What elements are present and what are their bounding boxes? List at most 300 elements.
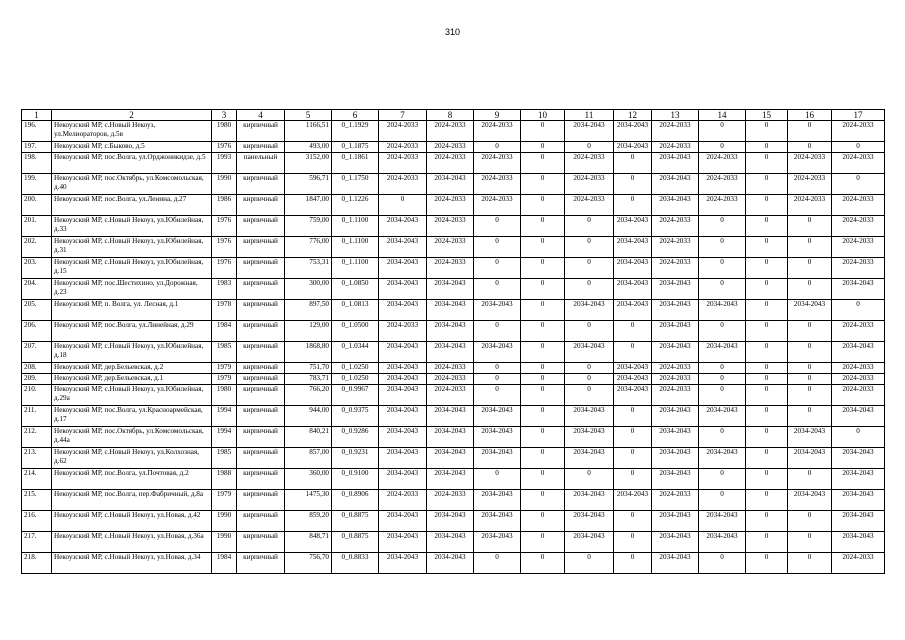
table-cell: кирпичный [237,363,285,374]
table-cell: 0 [746,142,788,153]
table-cell: 2034-2043 [427,406,474,427]
column-header: 7 [379,110,427,121]
table-cell: 1993 [212,153,237,174]
table-cell: 0 [565,374,614,385]
table-cell: 0 [565,553,614,574]
table-cell: 0 [565,258,614,279]
table-cell: 2034-2043 [699,532,746,553]
table-cell: кирпичный [237,469,285,490]
table-row [22,490,885,511]
table-cell: 0 [474,374,521,385]
table-cell: 2034-2043 [614,363,652,374]
table-cell: 783,71 [285,374,332,385]
table-cell: 2024-2033 [379,142,427,153]
table-cell: 215. [22,490,52,511]
column-header: 15 [746,110,788,121]
table-cell: 0 [521,279,565,300]
table-cell: 0 [521,121,565,142]
table-cell: 0_1.1861 [332,153,379,174]
table-cell: 1984 [212,321,237,342]
table-cell: 2024-2033 [427,490,474,511]
table-cell: 2024-2033 [699,195,746,216]
address-cell: Некоузский МР, с.Новый Некоуз, ул.Юбилейная, д.18 [52,342,212,363]
table-cell: 218. [22,553,52,574]
table-cell: 0 [788,321,832,342]
address-cell: Некоузский МР, пос.Волга, ул.Линейная, д.29 [52,321,212,342]
table-cell: 0 [614,174,652,195]
table-cell: 2034-2043 [474,511,521,532]
table-cell: 0 [521,490,565,511]
table-cell: 2034-2043 [652,532,699,553]
table-cell: 0_0.8875 [332,511,379,532]
table-cell: 0 [565,363,614,374]
table-cell: 0 [474,216,521,237]
table-cell: 0_1.1100 [332,237,379,258]
table-cell: 2024-2033 [474,153,521,174]
table-cell: 2034-2043 [427,469,474,490]
table-cell: 0 [746,385,788,406]
table-cell: 0 [788,553,832,574]
table-cell: 2034-2043 [427,321,474,342]
column-header: 13 [652,110,699,121]
table-cell: 0 [614,511,652,532]
table-cell: 200. [22,195,52,216]
table-cell: 2024-2033 [427,237,474,258]
table-cell: 2024-2033 [788,195,832,216]
table-cell: 0 [788,406,832,427]
table-cell: 0 [832,142,885,153]
table-cell: 2024-2033 [379,490,427,511]
table-cell: 300,00 [285,279,332,300]
table-cell: 1990 [212,174,237,195]
table-cell: 0_1.0250 [332,363,379,374]
table-cell: кирпичный [237,448,285,469]
table-cell: 2034-2043 [379,532,427,553]
table-cell: 2034-2043 [565,511,614,532]
table-cell: 0 [474,553,521,574]
table-cell: кирпичный [237,142,285,153]
table-cell: кирпичный [237,532,285,553]
table-cell: 0 [565,237,614,258]
table-row [22,427,885,448]
table-cell: 0 [521,216,565,237]
table-cell: 0_1.0850 [332,279,379,300]
table-cell: 1980 [212,121,237,142]
table-cell: 0 [699,216,746,237]
table-cell: кирпичный [237,121,285,142]
address-cell: Некоузский МР, пос.Шестихино, ул.Дорожная, д.23 [52,279,212,300]
table-cell: 208. [22,363,52,374]
table-cell: 209. [22,374,52,385]
table-cell: 207. [22,342,52,363]
table-cell: 0 [521,237,565,258]
table-cell: 0 [699,363,746,374]
table-cell: 2024-2033 [427,121,474,142]
table-cell: 2024-2033 [427,258,474,279]
table-cell: 2034-2043 [565,427,614,448]
table-cell: 776,00 [285,237,332,258]
table-cell: 0 [379,195,427,216]
table-cell: 2024-2033 [652,121,699,142]
table-cell: 0 [788,342,832,363]
table-cell: 1979 [212,363,237,374]
address-cell: Некоузский МР, пос.Волга, ул.Почтовая, д.2 [52,469,212,490]
table-cell: 2034-2043 [474,448,521,469]
column-header: 11 [565,110,614,121]
table-cell: 0 [699,427,746,448]
table-cell: 2034-2043 [427,342,474,363]
table-cell: 2034-2043 [788,300,832,321]
table-cell: 0 [521,142,565,153]
table-cell: 2034-2043 [788,448,832,469]
table-cell: 2034-2043 [699,448,746,469]
table-cell: 0 [474,237,521,258]
table-cell: 0 [614,406,652,427]
table-cell: 1988 [212,469,237,490]
column-header: 12 [614,110,652,121]
table-cell: 0_1.1100 [332,216,379,237]
table-cell: 0_0.8906 [332,490,379,511]
table-cell: 1166,51 [285,121,332,142]
table-cell: 1976 [212,258,237,279]
table-cell: кирпичный [237,321,285,342]
table-cell: 0 [788,279,832,300]
table-row [22,469,885,490]
address-cell: Некоузский МР, с.Новый Некоуз, ул.Новая, д.34 [52,553,212,574]
table-cell: 202. [22,237,52,258]
table-cell: 0 [746,216,788,237]
table-cell: 0 [614,195,652,216]
address-cell: Некоузский МР, с.Новый Некоуз, ул.Юбилейная, д.15 [52,258,212,279]
table-cell: 2024-2033 [379,121,427,142]
table-cell: 0 [521,321,565,342]
table-cell: 0 [788,237,832,258]
table-cell: 2034-2043 [832,511,885,532]
table-cell: 1990 [212,532,237,553]
table-cell: 2034-2043 [832,406,885,427]
table-row [22,174,885,195]
table-cell: 2034-2043 [474,532,521,553]
table-cell: 2034-2043 [788,427,832,448]
table-cell: 2024-2033 [565,153,614,174]
table-cell: кирпичный [237,374,285,385]
table-cell: 0 [746,279,788,300]
table-cell: 2024-2033 [652,385,699,406]
table-cell: 2034-2043 [379,511,427,532]
table-cell: 2034-2043 [614,279,652,300]
table-cell: 0 [474,142,521,153]
housing-table [21,109,885,574]
table-cell: 0_1.0813 [332,300,379,321]
table-cell: 2034-2043 [427,174,474,195]
table-cell: кирпичный [237,406,285,427]
table-cell: 0 [746,342,788,363]
table-cell: 2034-2043 [565,490,614,511]
table-cell: 2024-2033 [699,174,746,195]
table-cell: кирпичный [237,237,285,258]
table-cell: 2034-2043 [474,300,521,321]
table-cell: кирпичный [237,511,285,532]
table-cell: 2034-2043 [379,469,427,490]
table-cell: 0 [746,174,788,195]
table-cell: 2034-2043 [379,374,427,385]
table-cell: 2034-2043 [614,237,652,258]
table-cell: 2034-2043 [427,300,474,321]
table-row [22,195,885,216]
table-cell: 0_1.1750 [332,174,379,195]
address-cell: Некоузский МР, дер.Бельевская, д.2 [52,363,212,374]
table-cell: 0 [788,511,832,532]
table-cell: 751,70 [285,363,332,374]
table-cell: 206. [22,321,52,342]
column-header: 6 [332,110,379,121]
table-cell: кирпичный [237,216,285,237]
table-cell: 2034-2043 [832,532,885,553]
table-cell: 2034-2043 [699,511,746,532]
table-cell: 2024-2033 [832,553,885,574]
table-cell: 2034-2043 [832,469,885,490]
table-cell: 0 [521,532,565,553]
table-cell: 2024-2033 [832,195,885,216]
column-header: 16 [788,110,832,121]
table-cell: 2034-2043 [832,279,885,300]
table-row [22,385,885,406]
table-cell: 2034-2043 [652,406,699,427]
table-cell: 0 [788,258,832,279]
address-cell: Некоузский МР, пос.Октябрь, ул.Комсомольская, д.44а [52,427,212,448]
table-cell: 0 [474,469,521,490]
table-cell: 0 [832,427,885,448]
page-number: 310 [444,27,461,37]
table-cell: 2034-2043 [379,216,427,237]
table-cell: 897,50 [285,300,332,321]
table-cell: 0_0.9231 [332,448,379,469]
table-cell: 848,71 [285,532,332,553]
table-cell: 2034-2043 [614,374,652,385]
table-cell: 2034-2043 [379,427,427,448]
table-cell: 0 [521,300,565,321]
table-cell: 0 [474,279,521,300]
table-cell: 0_0.9286 [332,427,379,448]
table-cell: 2034-2043 [652,279,699,300]
table-cell: 0 [788,216,832,237]
table-cell: 201. [22,216,52,237]
table-cell: 2024-2033 [474,195,521,216]
table-row [22,532,885,553]
table-cell: 753,31 [285,258,332,279]
table-cell: 2034-2043 [427,553,474,574]
table-cell: кирпичный [237,553,285,574]
address-cell: Некоузский МР, с.Новый Некоуз, ул.Новая, д.36а [52,532,212,553]
address-cell: Некоузский МР, дер.Бельевская, д.1 [52,374,212,385]
table-row [22,300,885,321]
table-cell: 0 [565,216,614,237]
table-cell: 2024-2033 [474,121,521,142]
table-cell: 2024-2033 [652,142,699,153]
table-cell: 2024-2033 [652,374,699,385]
table-cell: кирпичный [237,258,285,279]
table-cell: 210. [22,385,52,406]
table-cell: 1985 [212,342,237,363]
address-cell: Некоузский МР, пос.Волга, пер.Фабричный, д.8а [52,490,212,511]
table-cell: 2034-2043 [379,363,427,374]
table-cell: 2034-2043 [652,342,699,363]
table-row [22,406,885,427]
table-cell: 0 [746,363,788,374]
table-cell: 0_1.0250 [332,374,379,385]
table-cell: 2024-2033 [832,321,885,342]
table-row [22,216,885,237]
table-cell: 0 [565,279,614,300]
table-cell: 2034-2043 [379,300,427,321]
table-cell: 2024-2033 [832,374,885,385]
table-cell: 0 [832,174,885,195]
table-cell: 0 [699,490,746,511]
table-cell: 0_1.0344 [332,342,379,363]
table-cell: 0_0.9100 [332,469,379,490]
table-cell: 0 [521,363,565,374]
table-cell: 1978 [212,300,237,321]
table-cell: 0 [788,385,832,406]
table-cell: 1984 [212,553,237,574]
table-cell: 2024-2033 [474,174,521,195]
table-cell: 1990 [212,511,237,532]
table-cell: 0 [699,321,746,342]
table-cell: 1976 [212,142,237,153]
table-cell: 1976 [212,237,237,258]
table-row [22,553,885,574]
table-cell: 0_0.8875 [332,532,379,553]
table-cell: 216. [22,511,52,532]
table-cell: 0 [521,195,565,216]
table-cell: 0 [788,469,832,490]
table-cell: 0_1.0500 [332,321,379,342]
table-cell: 0 [699,553,746,574]
address-cell: Некоузский МР, с.Новый Некоуз, ул.Новая, д.42 [52,511,212,532]
table-cell: 0_1.1875 [332,142,379,153]
address-cell: Некоузский МР, с.Новый Некоуз, ул.Юбилейная, д.31 [52,237,212,258]
table-cell: 0 [565,142,614,153]
table-cell: кирпичный [237,342,285,363]
table-cell: 2034-2043 [565,406,614,427]
table-cell: 0 [521,174,565,195]
table-cell: 0 [474,363,521,374]
table-cell: 2034-2043 [614,121,652,142]
table-cell: 2024-2033 [427,216,474,237]
table-cell: 759,00 [285,216,332,237]
table-row [22,279,885,300]
table-cell: 2034-2043 [427,511,474,532]
table-cell: 0 [614,553,652,574]
table-row [22,153,885,174]
table-cell: 2034-2043 [652,174,699,195]
table-cell: 1475,30 [285,490,332,511]
table-cell: 0 [521,153,565,174]
address-cell: Некоузский МР, с.Быково, д.5 [52,142,212,153]
table-cell: 0 [474,258,521,279]
table-cell: 2034-2043 [832,448,885,469]
table-cell: 2034-2043 [565,342,614,363]
table-cell: 2034-2043 [614,300,652,321]
column-header: 10 [521,110,565,121]
table-cell: 0 [614,342,652,363]
table-cell: 2034-2043 [652,427,699,448]
table-cell: панельный [237,153,285,174]
table-cell: 0 [699,385,746,406]
column-header: 14 [699,110,746,121]
table-cell: 2034-2043 [699,300,746,321]
address-cell: Некоузский МР, с.Новый Некоуз, ул.Мелиораторов, д.5в [52,121,212,142]
table-cell: 2024-2033 [652,237,699,258]
table-cell: 2024-2033 [788,153,832,174]
table-cell: 0 [699,121,746,142]
column-header: 17 [832,110,885,121]
table-cell: 203. [22,258,52,279]
table-cell: 2024-2033 [565,195,614,216]
table-cell: 1976 [212,216,237,237]
table-cell: 0 [746,406,788,427]
table-cell: 2034-2043 [614,385,652,406]
table-cell: 2024-2033 [832,153,885,174]
table-cell: 0 [788,121,832,142]
table-cell: 2034-2043 [427,448,474,469]
table-cell: 2024-2033 [832,385,885,406]
table-cell: 2024-2033 [379,174,427,195]
table-cell: 0 [746,258,788,279]
table-cell: 2024-2033 [832,258,885,279]
table-cell: 2034-2043 [474,342,521,363]
table-cell: 2034-2043 [565,121,614,142]
table-cell: 2034-2043 [379,279,427,300]
table-row [22,321,885,342]
table-row [22,237,885,258]
table-cell: 214. [22,469,52,490]
address-cell: Некоузский МР, с.Новый Некоуз, ул.Юбилейная, д.33 [52,216,212,237]
table-cell: 0 [521,342,565,363]
table-cell: 211. [22,406,52,427]
table-cell: 0 [746,448,788,469]
table-cell: 2024-2033 [565,174,614,195]
table-cell: 2034-2043 [565,448,614,469]
table-cell: 2024-2033 [832,216,885,237]
column-header: 4 [237,110,285,121]
table-cell: 0 [746,321,788,342]
table-cell: 2024-2033 [652,363,699,374]
table-cell: 0 [521,469,565,490]
address-cell: Некоузский МР, с.Новый Некоуз, ул.Колхозная, д.62 [52,448,212,469]
table-cell: 2024-2033 [427,374,474,385]
table-cell: 2034-2043 [614,142,652,153]
table-cell: 1979 [212,374,237,385]
table-cell: 2034-2043 [427,427,474,448]
table-cell: 0_1.1226 [332,195,379,216]
table-cell: 2034-2043 [652,469,699,490]
table-cell: 1979 [212,490,237,511]
table-cell: 2034-2043 [379,237,427,258]
table-cell: 0 [614,469,652,490]
table-cell: 196. [22,121,52,142]
table-cell: кирпичный [237,490,285,511]
address-cell: Некоузский МР, пос.Волга, ул.Ленина, д.27 [52,195,212,216]
table-cell: 2034-2043 [474,406,521,427]
table-cell: 2034-2043 [379,385,427,406]
table-cell: 2034-2043 [379,342,427,363]
table-cell: 2034-2043 [652,511,699,532]
table-row [22,448,885,469]
table-cell: 2024-2033 [832,363,885,374]
table-cell: 198. [22,153,52,174]
table-cell: 0 [474,385,521,406]
